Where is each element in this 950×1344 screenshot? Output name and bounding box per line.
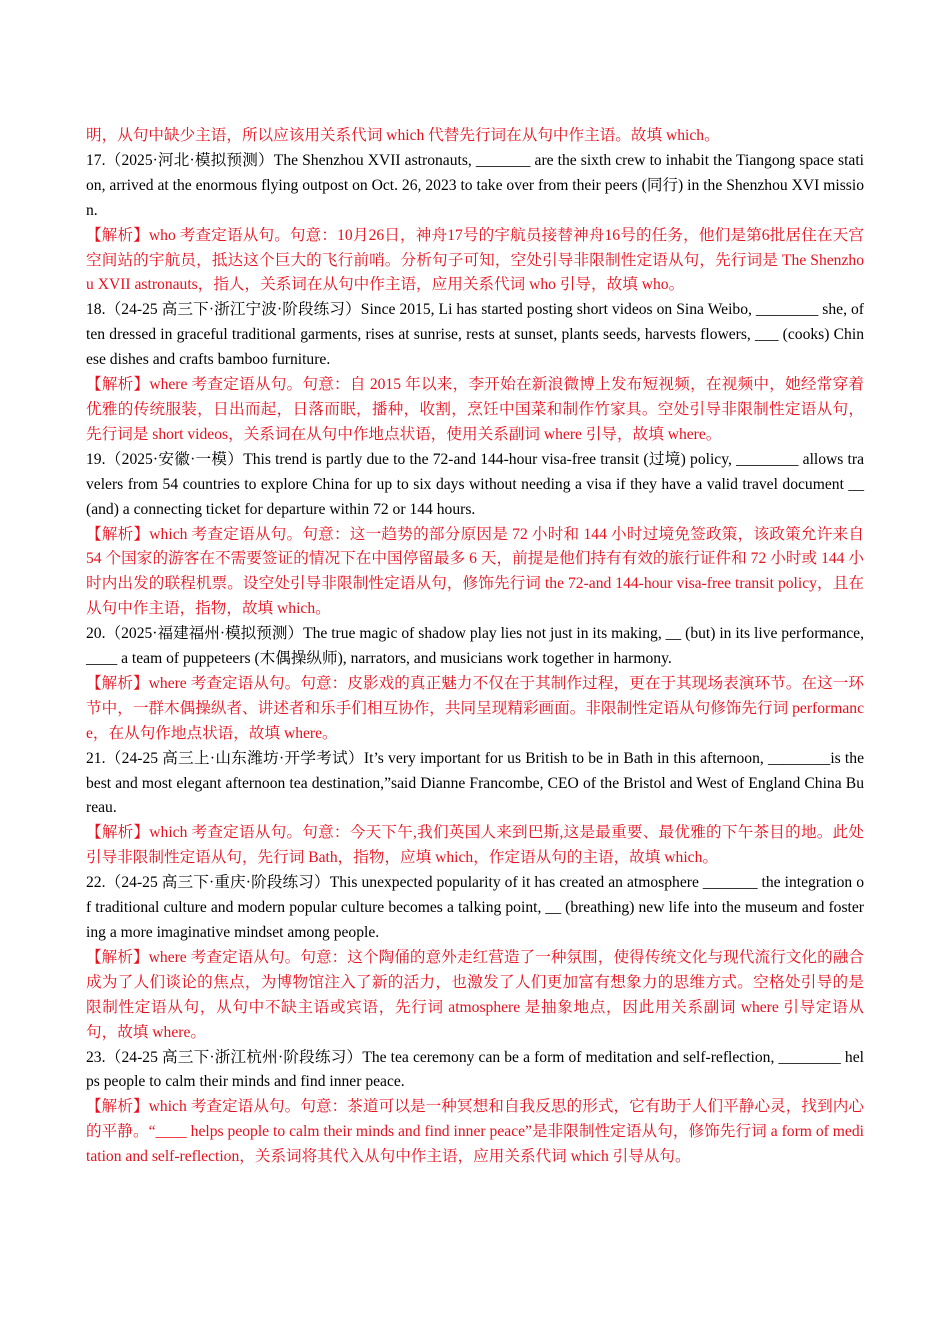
question-23: 23.（24-25 高三下·浙江杭州·阶段练习）The tea ceremony can be a form of meditation and self-reflection, ________ helps people to calm their minds and find inner peace. [86, 1048, 864, 1091]
question-18: 18.（24-25 高三下·浙江宁波·阶段练习）Since 2015, Li has started posting short videos on Sina Weibo, ________ she, often dressed in graceful traditional garments, rises at sunrise, rests at sunset, plants seeds, harvests flowers, ___ (cooks) Chinese dishes and crafts bamboo furniture. [86, 301, 864, 369]
document-page [86, 124, 864, 1170]
analysis-18: 【解析】where 考查定语从句。句意：自 2015 年以来，李开始在新浪微博上发布短视频，在视频中，她经常穿着优雅的传统服装，日出而起，日落而眠，播种，收割，烹饪中国菜和制作竹家具。空处引导非限制性定语从句，先行词是 short videos，关系词在从句中作地点状语，使用关系副词 where 引导，故填 where。 [86, 376, 864, 443]
question-21: 21.（24-25 高三上·山东潍坊·开学考试）It’s very important for us British to be in Bath in this afternoon, ________is the best and most elegant afternoon tea destination,”said Dianne Francombe, CEO of the Bristol and West of England China Bureau. [86, 749, 864, 817]
analysis-19: 【解析】which 考查定语从句。句意：这一趋势的部分原因是 72 小时和 144 小时过境免签政策，该政策允许来自 54 个国家的游客在不需要签证的情况下在中国停留最多 6 天，前提是他们持有有效的旅行证件和 72 小时或 144 小时内出发的联程机票。设空处引导非限制性定语从句，修饰先行词 the 72-and 144-hour visa-free transit policy，且在从句中作主语，指物，故填 which。 [86, 525, 864, 618]
analysis-20: 【解析】where 考查定语从句。句意：皮影戏的真正魅力不仅在于其制作过程，更在于其现场表演环节。在这一环节中，一群木偶操纵者、讲述者和乐手们相互协作，共同呈现精彩画面。非限制性定语从句修饰先行词 performance，在从句作地点状语，故填 where。 [86, 674, 864, 742]
analysis-22: 【解析】where 考查定语从句。句意：这个陶俑的意外走红营造了一种氛围，使得传统文化与现代流行文化的融合成为了人们谈论的焦点，为博物馆注入了新的活力，也激发了人们更加富有想象力的思维方式。空格处引导的是限制性定语从句，从句中不缺主语或宾语，先行词 atmosphere 是抽象地点，因此用关系副词 where 引导定语从句，故填 where。 [86, 948, 864, 1041]
question-20: 20.（2025·福建福州·模拟预测）The true magic of shadow play lies not just in its making, __ (but) in its live performance, ____ a team of puppeteers (木偶操纵师), narrators, and musicians work together in harmony. [86, 625, 864, 668]
question-17: 17.（2025·河北·模拟预测）The Shenzhou XVII astronauts, _______ are the sixth crew to inhabit the Tiangong space station, arrived at the enormous flying outpost on Oct. 26, 2023 to take over from their peers (同行) in the Shenzhou XVI mission. [86, 151, 864, 219]
question-19: 19.（2025·安徽·一模）This trend is partly due to the 72-and 144-hour visa-free transit (过境) policy, ________ allows travelers from 54 countries to explore China for up to six days without needing a visa if they have a valid travel document __ (and) a connecting ticket for departure within 72 or 144 hours. [86, 450, 864, 518]
analysis-17: 【解析】who 考查定语从句。句意：10月26日，神舟17号的宇航员接替神舟16号的任务，他们是第6批居住在天宫空间站的宇航员，抵达这个巨大的飞行前哨。分析句子可知，空处引导非限制性定语从句，先行词是 The Shenzhou XVII astronauts，指人，关系词在从句中作主语，应用关系代词 who 引导，故填 who。 [86, 226, 864, 294]
analysis-continuation: 明，从句中缺少主语，所以应该用关系代词 which 代替先行词在从句中作主语。故填 which。 [86, 127, 720, 144]
question-22: 22.（24-25 高三下·重庆·阶段练习）This unexpected popularity of it has created an atmosphere _______ the integration of traditional culture and modern popular culture becomes a talking point, __ (breathing) new life into the museum and fostering a more imaginative mindset among people. [86, 874, 864, 941]
analysis-23: 【解析】which 考查定语从句。句意：茶道可以是一种冥想和自我反思的形式，它有助于人们平静心灵，找到内心的平静。“____ helps people to calm their minds and find inner peace”是非限制性定语从句，修饰先行词 a form of meditation and self-reflection，关系词将其代入从句中作主语，应用关系代词 which 引导从句。 [86, 1098, 864, 1166]
analysis-21: 【解析】which 考查定语从句。句意：今天下午,我们英国人来到巴斯,这是最重要、最优雅的下午茶目的地。此处引导非限制性定语从句，先行词 Bath，指物，应填 which，作定语从句的主语，故填 which。 [86, 824, 864, 867]
